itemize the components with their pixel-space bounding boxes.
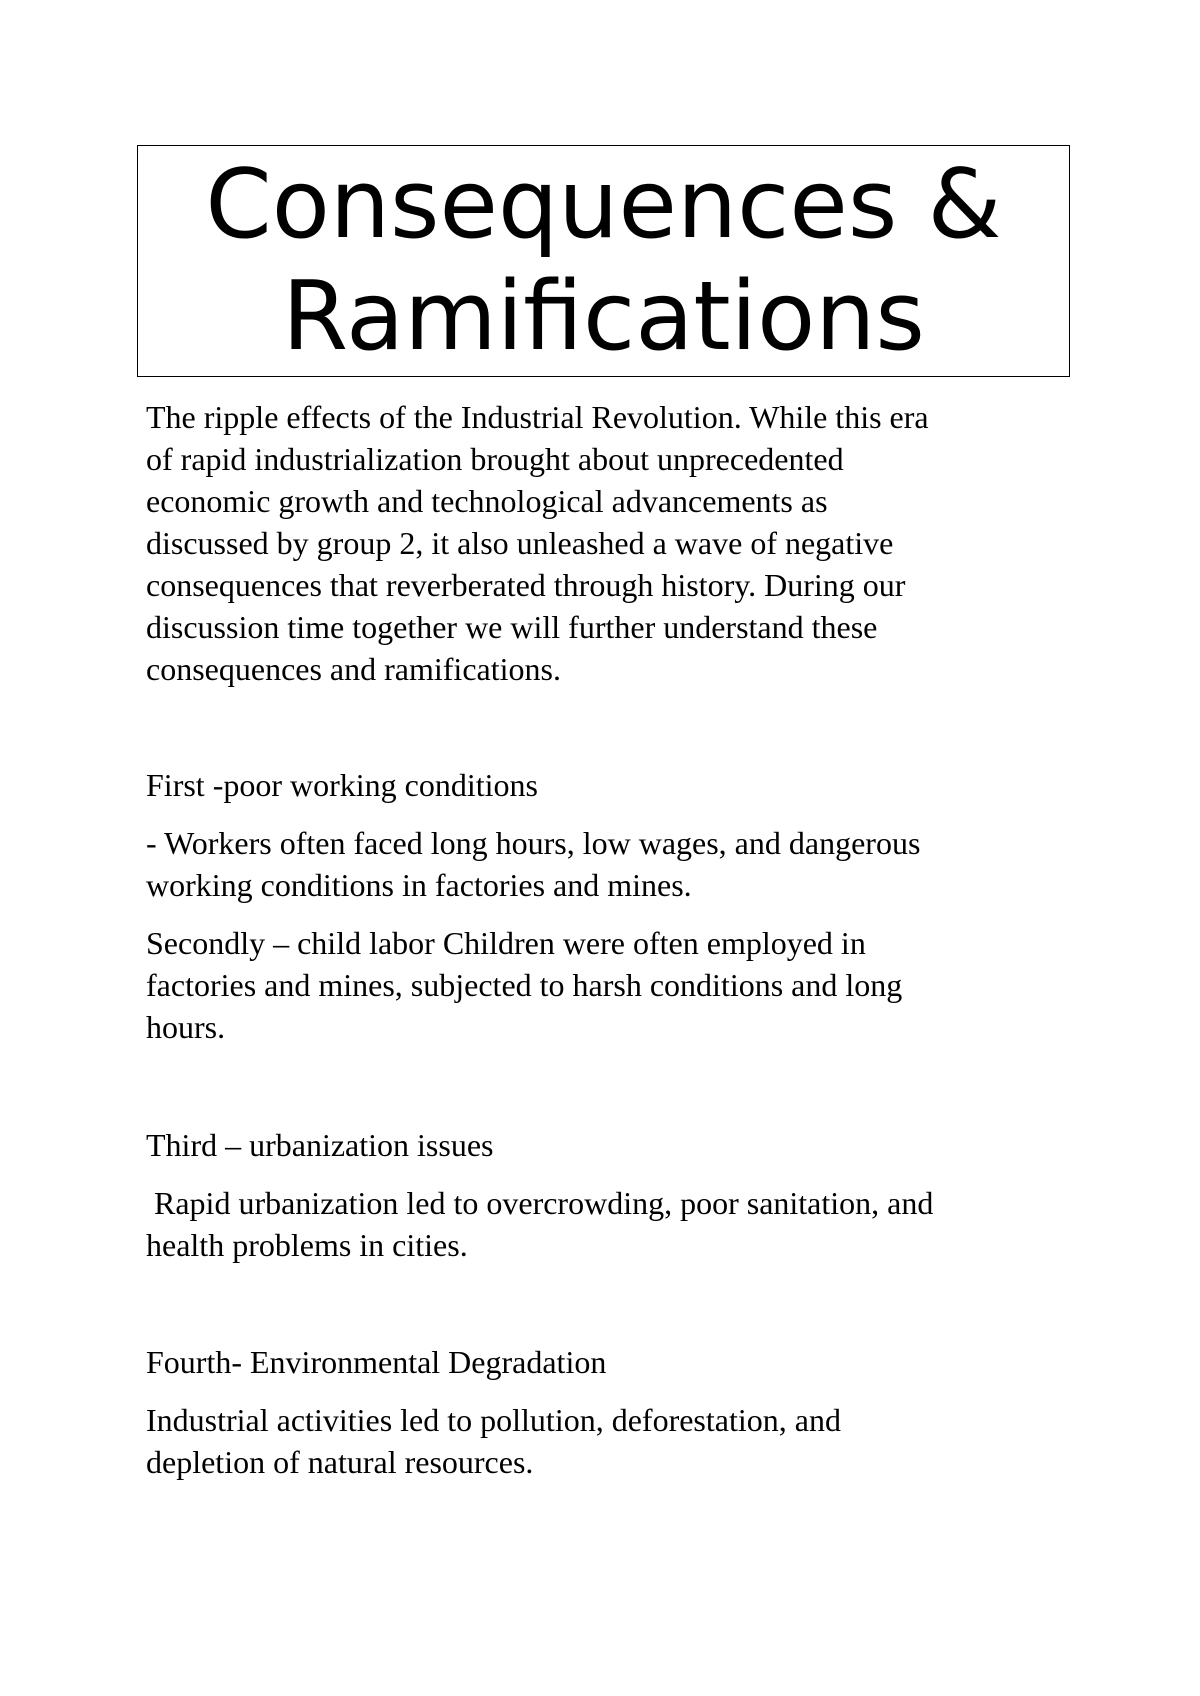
section-line: working conditions in factories and mines. bbox=[146, 867, 692, 903]
intro-line: discussed by group 2, it also unleashed a wave of negative bbox=[146, 525, 894, 561]
section-line: - Workers often faced long hours, low wages, and dangerous bbox=[146, 825, 921, 861]
section-line: Secondly – child labor Children were often employed in bbox=[146, 925, 866, 961]
section-line: factories and mines, subjected to harsh conditions and long bbox=[146, 967, 903, 1003]
section-heading-fourth: Fourth- Environmental Degradation bbox=[146, 1344, 607, 1380]
section-line: hours. bbox=[146, 1009, 226, 1045]
intro-line: economic growth and technological advancements as bbox=[146, 483, 828, 519]
title-line-1: Consequences & bbox=[205, 150, 1002, 260]
intro-line: of rapid industrialization brought about unprecedented bbox=[146, 441, 844, 477]
title-box bbox=[137, 145, 1070, 377]
section-line: Industrial activities led to pollution, deforestation, and bbox=[146, 1402, 841, 1438]
intro-line: discussion time together we will further understand these bbox=[146, 609, 878, 645]
intro-line: consequences that reverberated through history. During our bbox=[146, 567, 906, 603]
section-line: depletion of natural resources. bbox=[146, 1444, 534, 1480]
section-line: health problems in cities. bbox=[146, 1227, 468, 1263]
section-heading-first: First -poor working conditions bbox=[146, 767, 538, 803]
intro-line: The ripple effects of the Industrial Revolution. While this era bbox=[146, 399, 929, 435]
section-heading-third: Third – urbanization issues bbox=[146, 1127, 494, 1163]
intro-line: consequences and ramifications. bbox=[146, 651, 561, 687]
title-line-2: Ramifications bbox=[282, 262, 925, 372]
section-line: Rapid urbanization led to overcrowding, poor sanitation, and bbox=[146, 1185, 934, 1221]
